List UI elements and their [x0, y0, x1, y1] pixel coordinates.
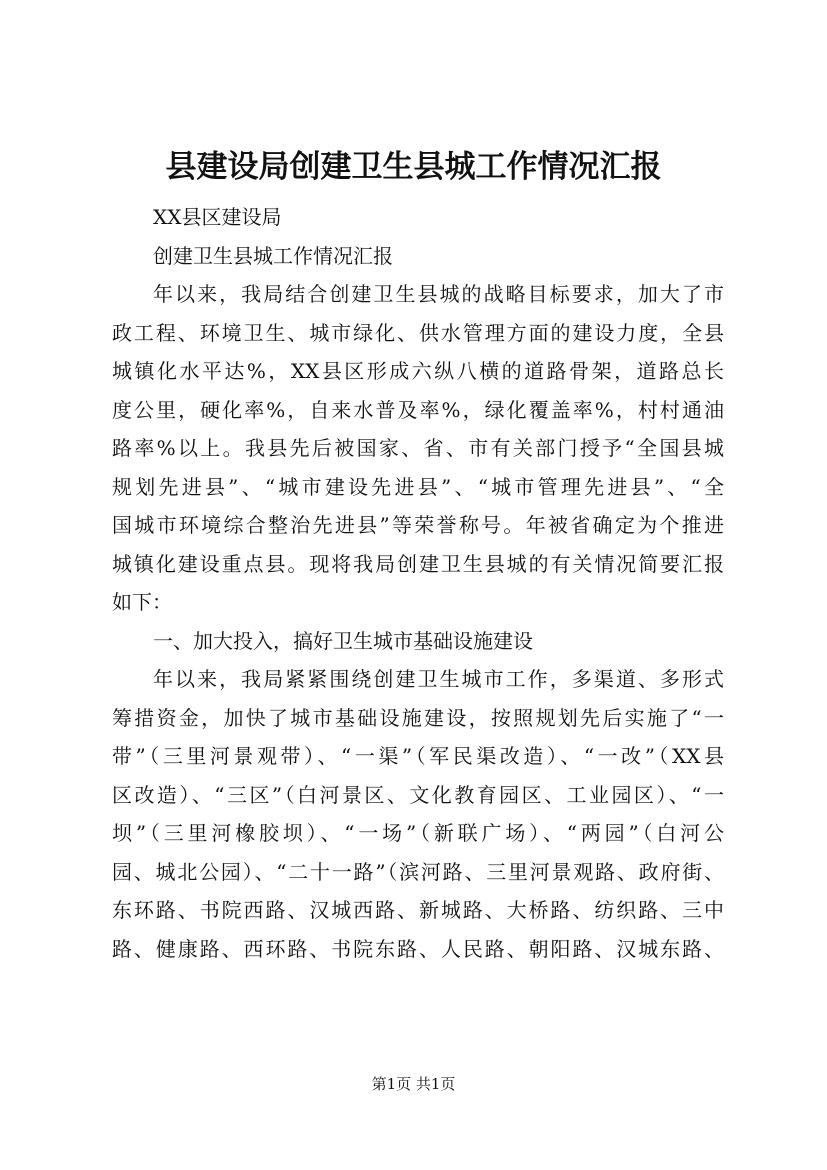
paragraph-line: 带”（三里河景观带）、“一渠”（军民渠改造）、“一改”（XX县 [112, 744, 724, 768]
org-name-line: XX县区建设局 [153, 205, 282, 229]
page-footer: 第1页 共1页 [371, 1075, 456, 1093]
paragraph-line: 城镇化建设重点县。现将我局创建卫生县城的有关情况简要汇报 [112, 551, 724, 576]
paragraph-line: 度公里，硬化率%，自来水普及率%，绿化覆盖率%，村村通油 [112, 397, 724, 422]
paragraph-line: 园、城北公园）、“二十一路”（滨河路、三里河景观路、政府街、 [112, 859, 724, 884]
paragraph-line: 年以来，我局结合创建卫生县城的战略目标要求，加大了市 [153, 282, 724, 306]
report-subtitle-line: 创建卫生县城工作情况汇报 [153, 243, 393, 268]
document-body [112, 198, 724, 968]
document-title: 县建设局创建卫生县城工作情况汇报 [165, 149, 662, 185]
paragraph-line: 区改造）、“三区”（白河景区、文化教育园区、工业园区）、“一 [112, 782, 724, 807]
section-heading: 一、加大投入，搞好卫生城市基础设施建设 [153, 628, 533, 653]
paragraph-line: 城镇化水平达%，XX县区形成六纵八横的道路骨架，道路总长 [112, 359, 724, 383]
paragraph-line: 政工程、环境卫生、城市绿化、供水管理方面的建设力度，全县 [112, 320, 724, 345]
paragraph-line: 路率%以上。我县先后被国家、省、市有关部门授予“全国县城 [112, 436, 724, 460]
paragraph-line: 国城市环境综合整治先进县”等荣誉称号。年被省确定为个推进 [112, 513, 724, 537]
paragraph-line: 筹措资金，加快了城市基础设施建设，按照规划先后实施了“一 [112, 705, 724, 730]
paragraph-line: 东环路、书院西路、汉城西路、新城路、大桥路、纺织路、三中 [112, 898, 724, 922]
paragraph-line: 路、健康路、西环路、书院东路、人民路、朝阳路、汉城东路、 [112, 936, 724, 961]
paragraph-line: 年以来，我局紧紧围绕创建卫生城市工作，多渠道、多形式 [153, 667, 724, 691]
paragraph-line: 坝”（三里河橡胶坝）、“一场”（新联广场）、“两园”（白河公 [112, 821, 724, 845]
paragraph-line: 如下： [112, 590, 172, 614]
paragraph-line: 规划先进县”、“城市建设先进县”、“城市管理先进县”、“全 [112, 474, 724, 499]
